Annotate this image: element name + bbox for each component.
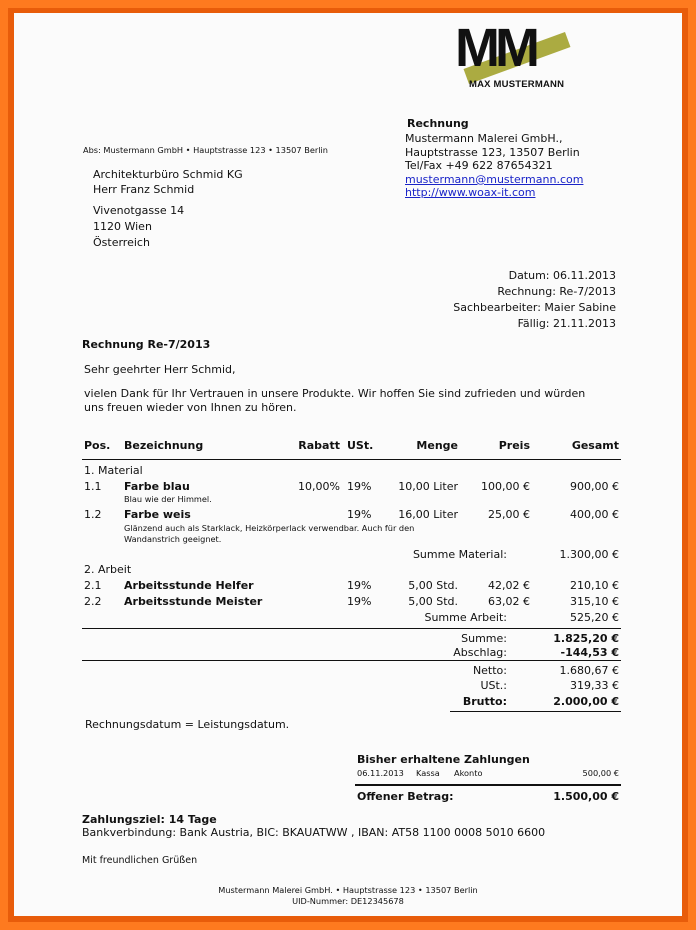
recipient-company: Architekturbüro Schmid KG <box>93 168 243 181</box>
row-name: Farbe weis <box>124 508 191 521</box>
col-header-quantity: Menge <box>416 439 458 452</box>
sender-email-link[interactable]: mustermann@mustermann.com <box>405 173 584 186</box>
open-amount-value: 1.500,00 € <box>553 790 619 803</box>
sender-website-link[interactable]: http://www.woax-it.com <box>405 186 536 199</box>
col-header-price: Preis <box>498 439 530 452</box>
table-end-rule <box>82 628 621 629</box>
net-label: Netto: <box>472 664 507 677</box>
invoice-title: Rechnung Re-7/2013 <box>82 338 211 351</box>
vat-value: 319,33 € <box>570 679 619 692</box>
recipient-city: 1120 Wien <box>93 220 152 233</box>
row-total: 315,10 € <box>570 595 619 608</box>
row-price: 25,00 € <box>488 508 530 521</box>
row-quantity: 16,00 Liter <box>398 508 458 521</box>
sum-value: 1.825,20 € <box>553 632 619 645</box>
company-logo <box>455 18 572 98</box>
row-description: Wandanstrich geeignet. <box>124 534 222 544</box>
row-vat: 19% <box>347 595 372 608</box>
group-work: 2. Arbeit <box>84 563 132 576</box>
sender-line-1: Mustermann Malerei GmbH., <box>405 132 563 145</box>
row-name: Farbe blau <box>124 480 190 493</box>
footer-vat-id: UID-Nummer: DE12345678 <box>292 896 404 906</box>
sender-return-line: Abs: Mustermann GmbH • Hauptstrasse 123 • 13507 Berlin <box>83 145 328 155</box>
payment-amount: 500,00 € <box>582 768 619 778</box>
row-quantity: 5,00 Std. <box>408 579 458 592</box>
row-description: Glänzend auch als Starklack, Heizkörperlack verwendbar. Auch für den <box>124 523 415 533</box>
subtotal-work-label: Summe Arbeit: <box>424 611 507 624</box>
subtotal-material-value: 1.300,00 € <box>559 548 619 561</box>
recipient-street: Vivenotgasse 14 <box>93 204 185 217</box>
gross-underline <box>450 711 621 712</box>
totals-rule <box>82 660 621 661</box>
row-quantity: 5,00 Std. <box>408 595 458 608</box>
row-vat: 19% <box>347 579 372 592</box>
meta-due-date: Fällig: 21.11.2013 <box>517 317 616 330</box>
recipient-person: Herr Franz Schmid <box>93 183 195 196</box>
row-name: Arbeitsstunde Helfer <box>124 579 254 592</box>
subtotal-material-label: Summe Material: <box>412 548 507 561</box>
row-price: 100,00 € <box>481 480 530 493</box>
recipient-country: Österreich <box>93 236 150 249</box>
salutation: Sehr geehrter Herr Schmid, <box>84 363 236 376</box>
row-pos: 1.1 <box>84 480 102 493</box>
payment-method: Kassa <box>416 768 440 778</box>
row-price: 63,02 € <box>488 595 530 608</box>
col-header-description: Bezeichnung <box>124 439 204 452</box>
logo-name: MAX MUSTERMANN <box>469 79 565 90</box>
bank-details: Bankverbindung: Bank Austria, BIC: BKAUATWW , IBAN: AT58 1100 0008 5010 6600 <box>82 826 546 839</box>
meta-clerk: Sachbearbeiter: Maier Sabine <box>453 301 616 314</box>
col-header-discount: Rabatt <box>298 439 340 452</box>
discount-value: -144,53 € <box>560 646 619 659</box>
net-value: 1.680,67 € <box>559 664 619 677</box>
row-pos: 2.2 <box>84 595 102 608</box>
discount-label: Abschlag: <box>453 646 507 659</box>
row-discount: 10,00% <box>298 480 340 493</box>
meta-date: Datum: 06.11.2013 <box>508 269 616 282</box>
table-header-rule <box>82 459 621 460</box>
subtotal-work-value: 525,20 € <box>570 611 619 624</box>
closing-greeting: Mit freundlichen Grüßen <box>82 855 198 866</box>
payment-type: Akonto <box>454 768 483 778</box>
col-header-pos: Pos. <box>84 439 111 452</box>
gross-label: Brutto: <box>462 695 507 708</box>
gross-value: 2.000,00 € <box>553 695 619 708</box>
row-total: 900,00 € <box>570 480 619 493</box>
payments-rule <box>355 784 621 786</box>
col-header-total: Gesamt <box>571 439 619 452</box>
sender-heading: Rechnung <box>407 117 469 130</box>
intro-line-2: uns freuen wieder von Ihnen zu hören. <box>84 401 297 414</box>
payment-date: 06.11.2013 <box>357 768 404 778</box>
payment-terms: Zahlungsziel: 14 Tage <box>82 813 217 826</box>
sender-line-2: Hauptstrasse 123, 13507 Berlin <box>405 146 580 159</box>
row-pos: 2.1 <box>84 579 102 592</box>
sum-label: Summe: <box>461 632 507 645</box>
row-quantity: 10,00 Liter <box>398 480 458 493</box>
row-vat: 19% <box>347 480 372 493</box>
meta-invoice-number: Rechnung: Re-7/2013 <box>497 285 616 298</box>
row-description: Blau wie der Himmel. <box>124 494 212 504</box>
group-material: 1. Material <box>84 464 143 477</box>
col-header-vat: USt. <box>347 439 374 452</box>
row-name: Arbeitsstunde Meister <box>124 595 263 608</box>
vat-label: USt.: <box>480 679 507 692</box>
payments-heading: Bisher erhaltene Zahlungen <box>357 753 530 766</box>
row-price: 42,02 € <box>488 579 530 592</box>
invoice-note: Rechnungsdatum = Leistungsdatum. <box>85 718 290 731</box>
row-pos: 1.2 <box>84 508 102 521</box>
row-vat: 19% <box>347 508 372 521</box>
intro-line-1: vielen Dank für Ihr Vertrauen in unsere Produkte. Wir hoffen Sie sind zufrieden und würden <box>84 387 586 400</box>
footer-address: Mustermann Malerei GmbH. • Hauptstrasse 123 • 13507 Berlin <box>218 885 478 895</box>
open-amount-label: Offener Betrag: <box>357 790 454 803</box>
sender-line-3: Tel/Fax +49 622 87654321 <box>405 159 553 172</box>
row-total: 400,00 € <box>570 508 619 521</box>
logo-letters: MM <box>455 18 535 78</box>
row-total: 210,10 € <box>570 579 619 592</box>
